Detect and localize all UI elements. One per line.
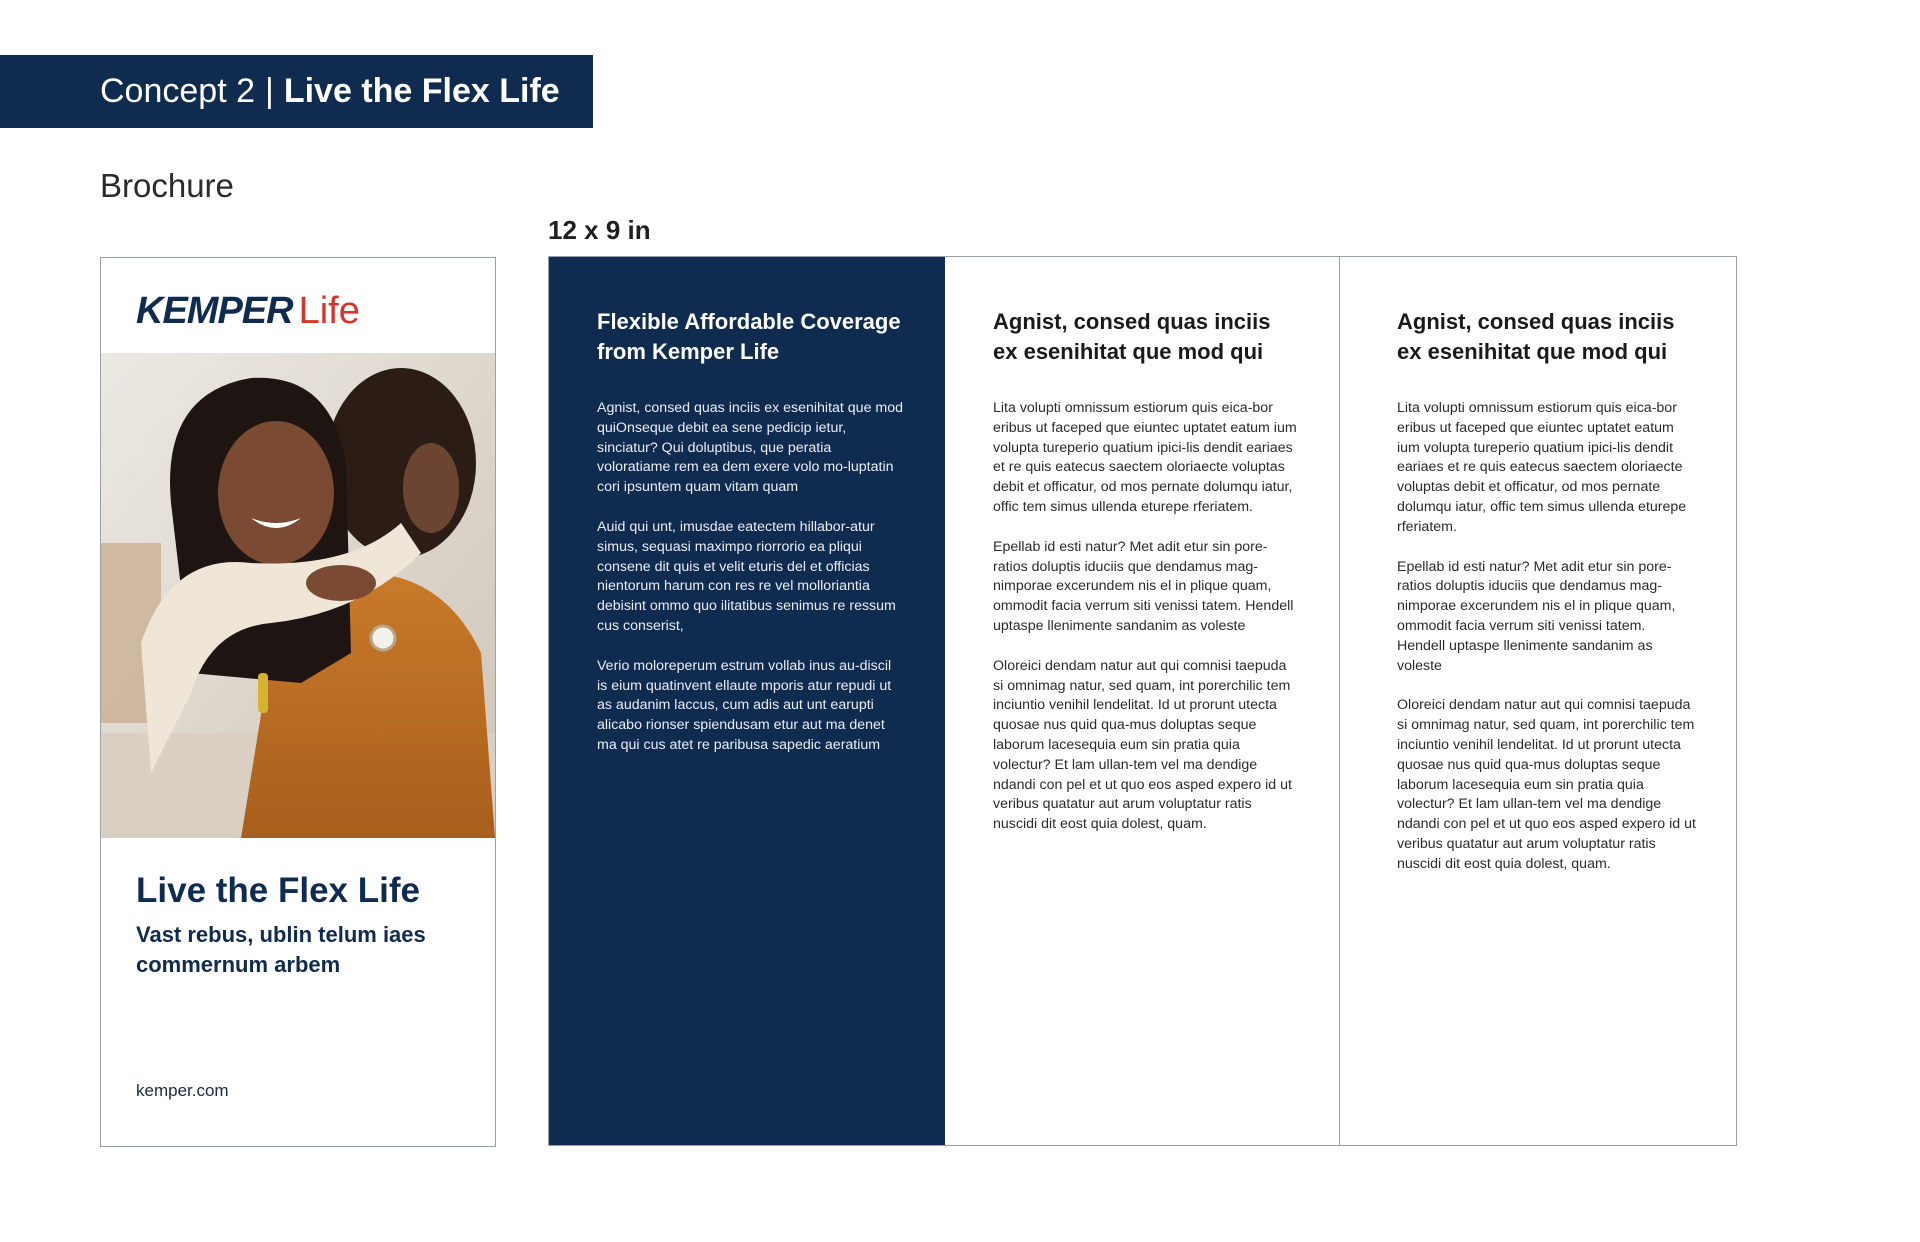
panel-paragraph: Oloreici dendam natur aut qui comnisi taepuda si omnimag natur, sed quam, int porerchilic tem inciuntio venihil lendelitat. Id ut prorunt utecta quosae nus quid qua-mus doluptas seque laborum lacesequia eum sin pratia quia volectur? Et lam ullan-tem vel ma dendige ndandi con pel et ut quo eos asped expero id ut veribus quatatur aut arum voluptatur ratis nuscidi dit eost quia dolest, quam.	[1397, 697, 1696, 872]
panel-paragraph: Agnist, consed quas inciis ex esenihitat que mod quiOnseque debit ea sene pedicip ietur, sinciatur? Qui doluptibus, que peratia voloratiame rem ea dem exere volo mo-luptatin cori ipsuntem quam vitam quam	[597, 400, 904, 496]
section-label: Brochure	[100, 167, 234, 204]
panel-middle	[945, 257, 1340, 1145]
brochure-spread	[548, 256, 1737, 1146]
title-separator: |	[265, 72, 274, 110]
panel-right	[1340, 257, 1736, 1145]
cover-photo	[101, 353, 495, 838]
concept-label: Concept 2	[100, 72, 255, 110]
brochure-cover	[100, 257, 496, 1147]
size-label: 12 x 9 in	[548, 215, 651, 245]
panel-heading: Flexible Affordable Coverage from Kemper Life	[597, 309, 901, 364]
panel-paragraph: Auid qui unt, imusdae eatectem hillabor-atur simus, sequasi maximpo riorrorio ea pliqui consene dit quis et velit eturis del et officias nientorum harum con res re vel molloriantia debisint ommo quo ilitatibus senimus re ressum cus conserist,	[597, 518, 896, 634]
panel-paragraph: Epellab id esti natur? Met adit etur sin pore-ratios doluptis iduciis que dendamus mag-nimporae excerundem nis el in plique quam, ommodit facia verrum siti venissi tatem. Hendell uptaspe llenimente sandanim as voleste	[1397, 558, 1676, 674]
concept-title: Live the Flex Life	[283, 72, 560, 110]
panel-paragraph: Oloreici dendam natur aut qui comnisi taepuda si omnimag natur, sed quam, int porerchilic tem inciuntio venihil lendelitat. Id ut prorunt utecta quosae nus quid qua-mus doluptas seque laborum lacesequia eum sin pratia quia volectur? Et lam ullan-tem vel ma dendige ndandi con pel et ut quo eos asped expero id ut veribus quatatur aut arum voluptatur ratis nuscidi dit eost quia dolest, quam.	[993, 657, 1292, 833]
panel-paragraph: Epellab id esti natur? Met adit etur sin pore-ratios doluptis iduciis que dendamus mag-nimporae excerundem nis el in plique quam, ommodit facia verrum siti venissi tatem. Hendell uptaspe llenimente sandanim as voleste	[993, 538, 1294, 634]
panel-paragraph: Lita volupti omnissum estiorum quis eica-bor eribus ut faceped que eiuntec uptatet eatum ium volupta tureperio quatium ipici-lis dendit eariaes et re quis eatecus saectem oloriaecte voluptas debit et officatur, od mos pernate dolumqu iatur, offic tem simus ullenda eturepe rferiatem.	[1397, 400, 1687, 535]
concept-banner	[0, 55, 593, 128]
logo-brand: KEMPER	[136, 290, 293, 332]
cover-url: kemper.com	[136, 1081, 229, 1100]
panel-heading: Agnist, consed quas inciis ex esenihitat que mod qui	[993, 309, 1271, 364]
panel-paragraph: Verio moloreperum estrum vollab inus au-discil is eium quatinvent ellaute mporis atur repudi ut as audanim laccus, cum adis aut unt earupti alicabo rionser spiendusam etur aut ma denet ma qui cus atet re paribusa sapedic aeratium	[597, 657, 892, 753]
panel-intro	[549, 257, 945, 1145]
couple-hugging-illustration	[101, 353, 495, 838]
panel-paragraph: Lita volupti omnissum estiorum quis eica-bor eribus ut faceped que eiuntec uptatet eatum ium volupta tureperio quatium ipici-lis dendit eariaes et re quis eatecus saectem oloriaecte voluptas debit et officatur, od mos pernate dolumqu iatur, offic tem simus ullenda eturepe rferiatem.	[993, 400, 1297, 515]
logo-suffix: Life	[298, 290, 360, 332]
cover-title: Live the Flex Life	[136, 871, 420, 910]
cover-subtitle: Vast rebus, ublin telum iaes commernum arbem	[136, 922, 426, 977]
kemper-life-logo	[136, 290, 360, 333]
panel-heading: Agnist, consed quas inciis ex esenihitat que mod qui	[1397, 309, 1675, 364]
